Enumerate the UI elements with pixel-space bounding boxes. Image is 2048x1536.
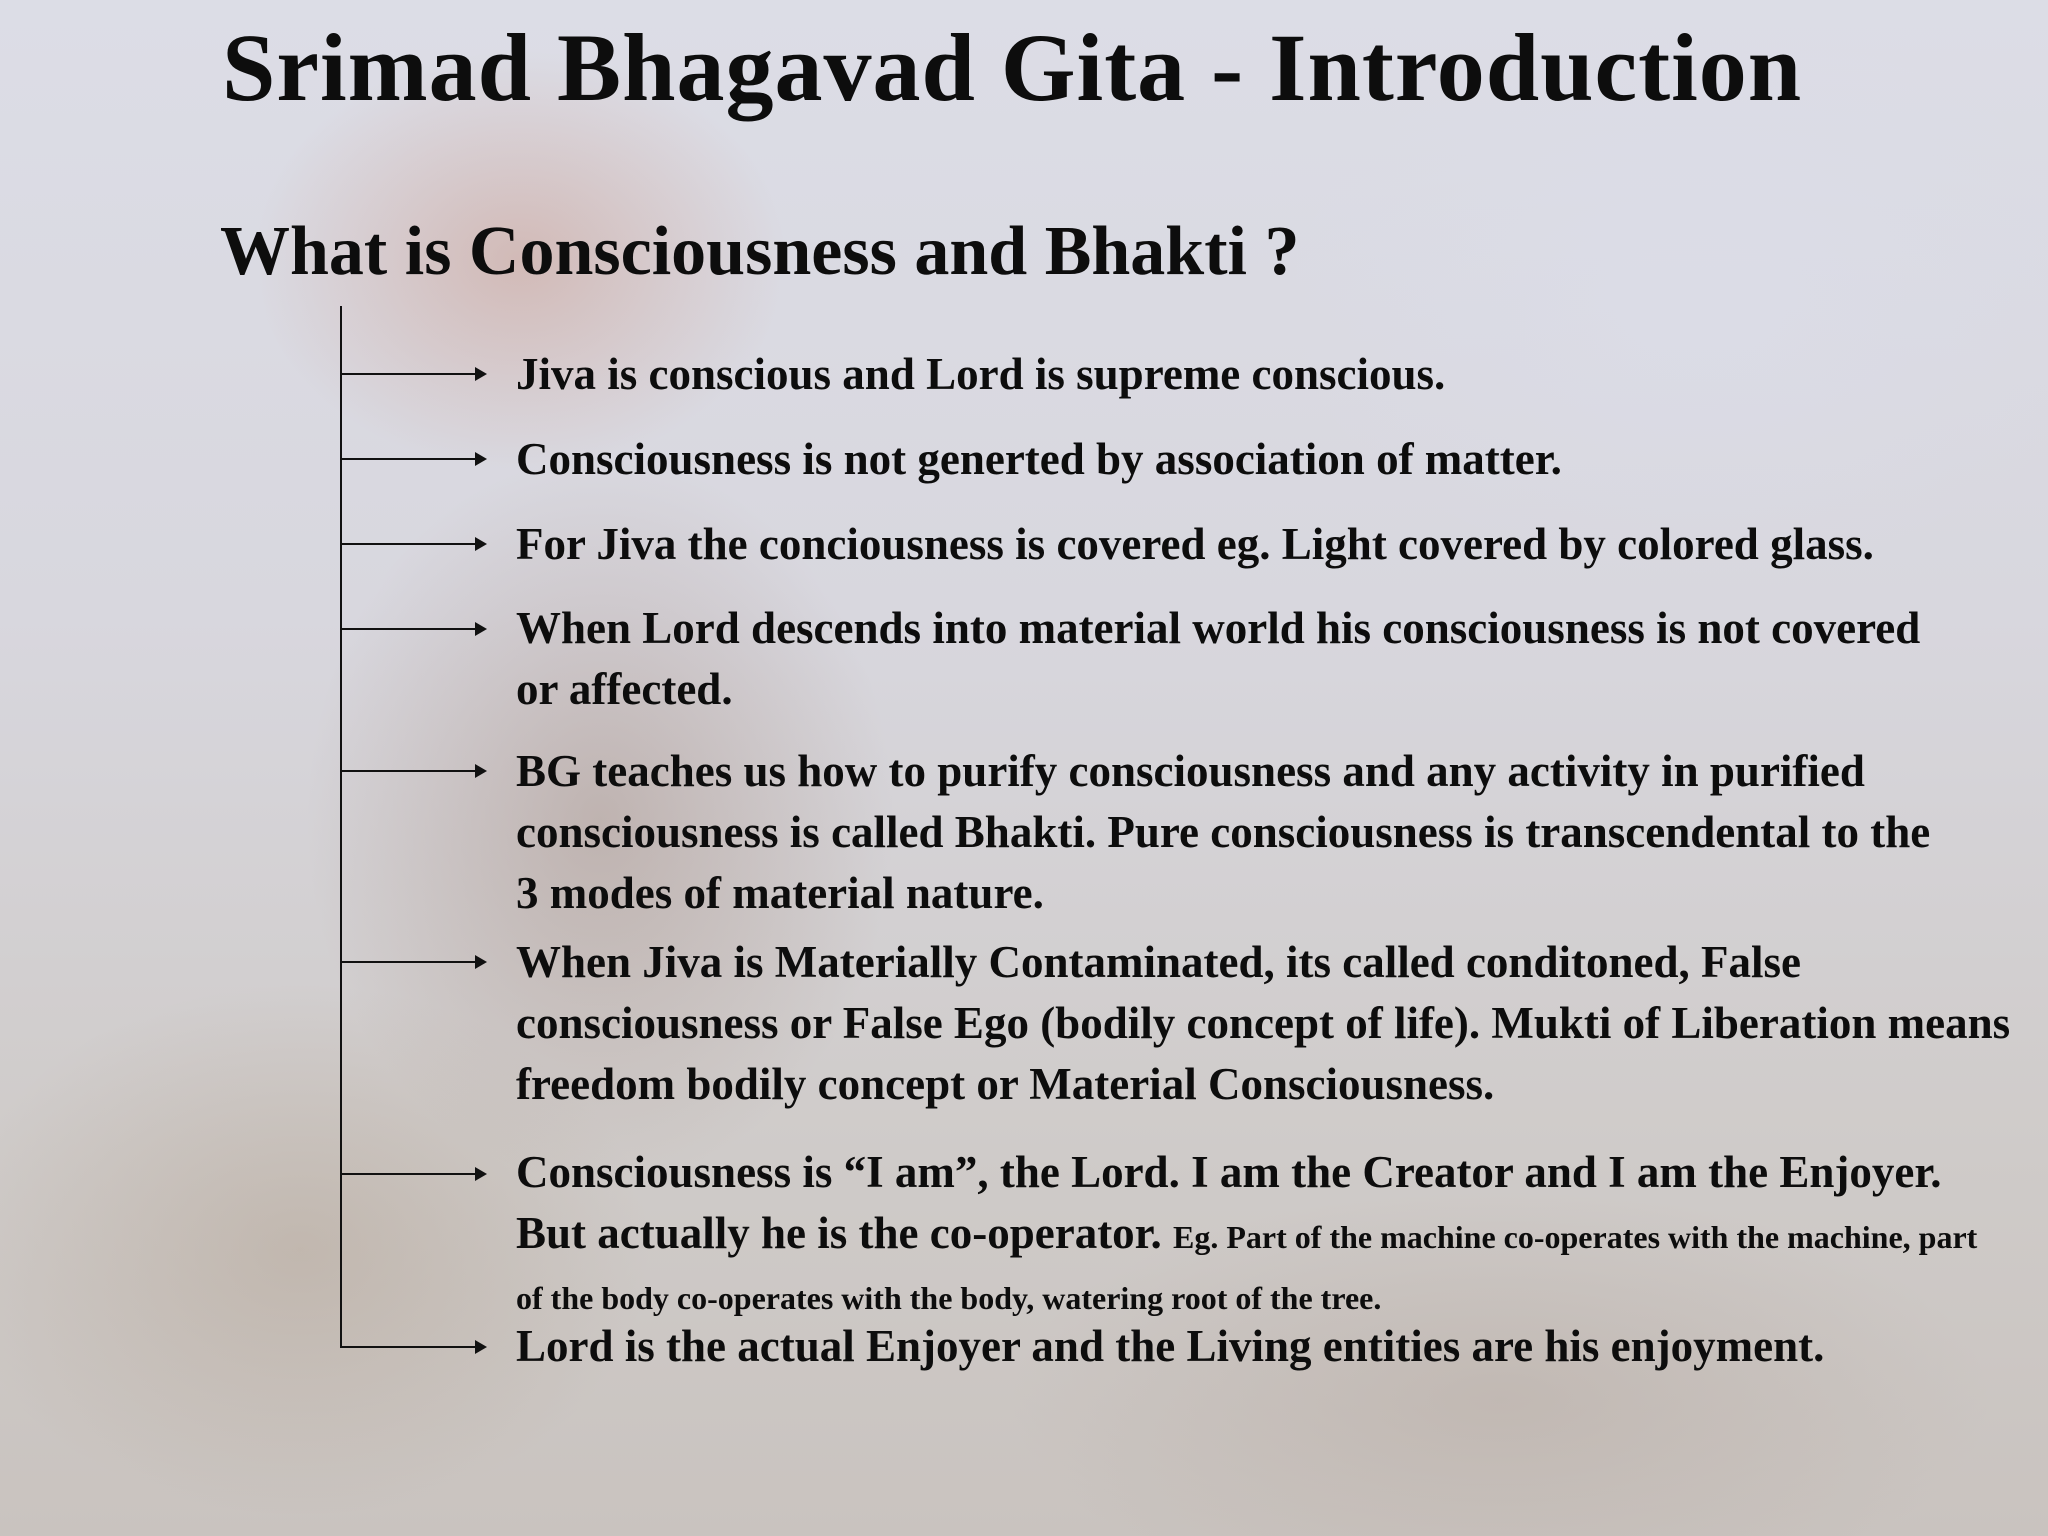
slide-title: Srimad Bhagavad Gita - Introduction [222,14,1803,121]
branch-arrow-icon [341,543,483,545]
branch-arrow-icon [341,1346,483,1348]
point-7 [516,1142,1996,1325]
point-2: Consciousness is not generted by association of matter. [516,434,1562,484]
point-6: When Jiva is Materially Contaminated, its called conditoned, False consciousness or False Ego (bodily concept of life). Mukti of Liberation means freedom bodily concept or Material Consciousness. [516,937,2011,1109]
slide-subtitle: What is Consciousness and Bhakti ? [220,213,1300,290]
point-7-note: Eg. Part of the machine co-operates with the machine, part of the body co-operates with the body, watering root of the tree. [516,1219,1978,1316]
point-3: For Jiva the conciousness is covered eg. Light covered by colored glass. [516,519,1874,569]
tree-connector-line [340,306,342,1348]
point-5: BG teaches us how to purify consciousness and any activity in purified consciousness is called Bhakti. Pure consciousness is transcendental to the 3 modes of material nature. [516,746,1931,918]
branch-arrow-icon [341,458,483,460]
point-1: Jiva is conscious and Lord is supreme conscious. [516,349,1446,399]
branch-arrow-icon [341,770,483,772]
branch-arrow-icon [341,1173,483,1175]
point-7-main: Consciousness is “I am”, the Lord. I am the Creator and I am the Enjoyer. But actually he is the co-operator. [516,1147,1942,1258]
branch-arrow-icon [341,628,483,630]
branch-arrow-icon [341,373,483,375]
point-4: When Lord descends into material world his consciousness is not covered or affected. [516,603,1921,714]
point-8: Lord is the actual Enjoyer and the Living entities are his enjoyment. [516,1321,1825,1371]
branch-arrow-icon [341,961,483,963]
